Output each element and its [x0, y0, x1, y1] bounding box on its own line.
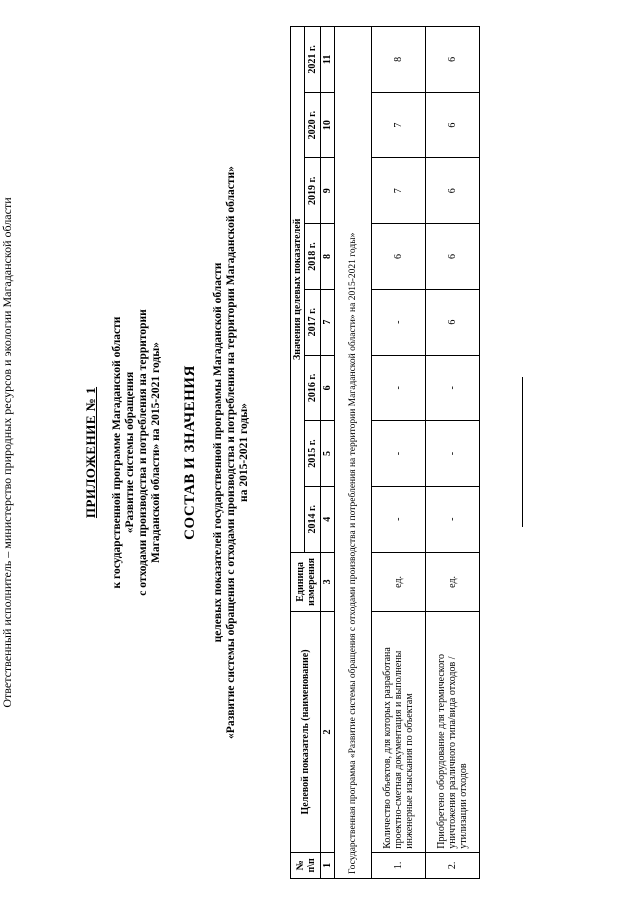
- row-value: -: [372, 289, 426, 355]
- row-value: 6: [426, 224, 480, 290]
- header-indicator: Целевой показатель (наименование): [291, 612, 321, 853]
- document-title: СОСТАВ И ЗНАЧЕНИЯ: [182, 365, 198, 540]
- column-number: 11: [321, 27, 335, 93]
- responsible-executor: Ответственный исполнитель – министерство природных ресурсов и экологии Магаданской области: [0, 197, 14, 708]
- row-value: -: [426, 421, 480, 487]
- header-values-group: Значения целевых показателей: [291, 27, 305, 553]
- column-number: 10: [321, 92, 335, 158]
- row-value: 7: [372, 158, 426, 224]
- column-number: 2: [321, 612, 335, 853]
- row-value: 6: [426, 27, 480, 93]
- indicators-table: [290, 26, 480, 879]
- column-number: 3: [321, 552, 335, 612]
- row-value: 6: [426, 92, 480, 158]
- column-number: 5: [321, 421, 335, 487]
- header-year: 2021 г.: [305, 27, 321, 93]
- appendix-line: к государственной программе Магаданской области: [111, 316, 123, 589]
- row-value: 7: [372, 92, 426, 158]
- column-number: 1: [321, 852, 335, 878]
- header-year: 2016 г.: [305, 355, 321, 421]
- row-value: 8: [372, 27, 426, 93]
- row-value: 6: [426, 158, 480, 224]
- row-value: -: [372, 486, 426, 552]
- column-number: 8: [321, 224, 335, 290]
- row-value: -: [372, 355, 426, 421]
- table-row: [372, 27, 426, 879]
- table-row: [426, 27, 480, 879]
- divider-line: [522, 377, 523, 527]
- header-year: 2020 г.: [305, 92, 321, 158]
- row-value: -: [372, 421, 426, 487]
- row-value: -: [426, 486, 480, 552]
- row-unit: ед.: [426, 552, 480, 612]
- row-value: -: [426, 355, 480, 421]
- program-row: Государственная программа «Развитие системы обращения с отходами производства и потребления на территории Магаданской области» на 2015-2021 годы»: [335, 27, 372, 879]
- header-year: 2015 г.: [305, 421, 321, 487]
- appendix-line: с отходами производства и потребления на территории: [137, 309, 149, 596]
- row-num: 1.: [372, 852, 426, 878]
- header-year: 2018 г.: [305, 224, 321, 290]
- appendix-line: «Развитие системы обращения: [124, 371, 136, 534]
- row-value: 6: [426, 289, 480, 355]
- document-subtitle-line: «Развитие системы обращения с отходами производства и потребления на территории Магаданской области»: [225, 166, 237, 739]
- header-year: 2019 г.: [305, 158, 321, 224]
- header-year: 2014 г.: [305, 486, 321, 552]
- column-number: 6: [321, 355, 335, 421]
- row-value: 6: [372, 224, 426, 290]
- column-number: 7: [321, 289, 335, 355]
- row-num: 2.: [426, 852, 480, 878]
- document-subtitle-line: целевых показателей государственной программы Магаданской области: [212, 262, 224, 643]
- header-unit: Единица измерения: [291, 552, 321, 612]
- column-number: 4: [321, 486, 335, 552]
- appendix-title: ПРИЛОЖЕНИЕ № 1: [83, 386, 98, 519]
- header-year: 2017 г.: [305, 289, 321, 355]
- column-number: 9: [321, 158, 335, 224]
- header-num: № п\п: [291, 852, 321, 878]
- row-unit: ед.: [372, 552, 426, 612]
- row-indicator: Приобретено оборудование для термического уничтожения различного типа/вида отходов /утилизации отходов: [426, 612, 480, 853]
- document-subtitle-line: на 2015-2021 годы»: [238, 403, 250, 502]
- appendix-line: Магаданской области» на 2015-2021 годы»: [150, 342, 162, 563]
- row-indicator: Количество объектов, для которых разработана проектно-сметная документация и выполнены инженерные изыскания по объектам: [372, 612, 426, 853]
